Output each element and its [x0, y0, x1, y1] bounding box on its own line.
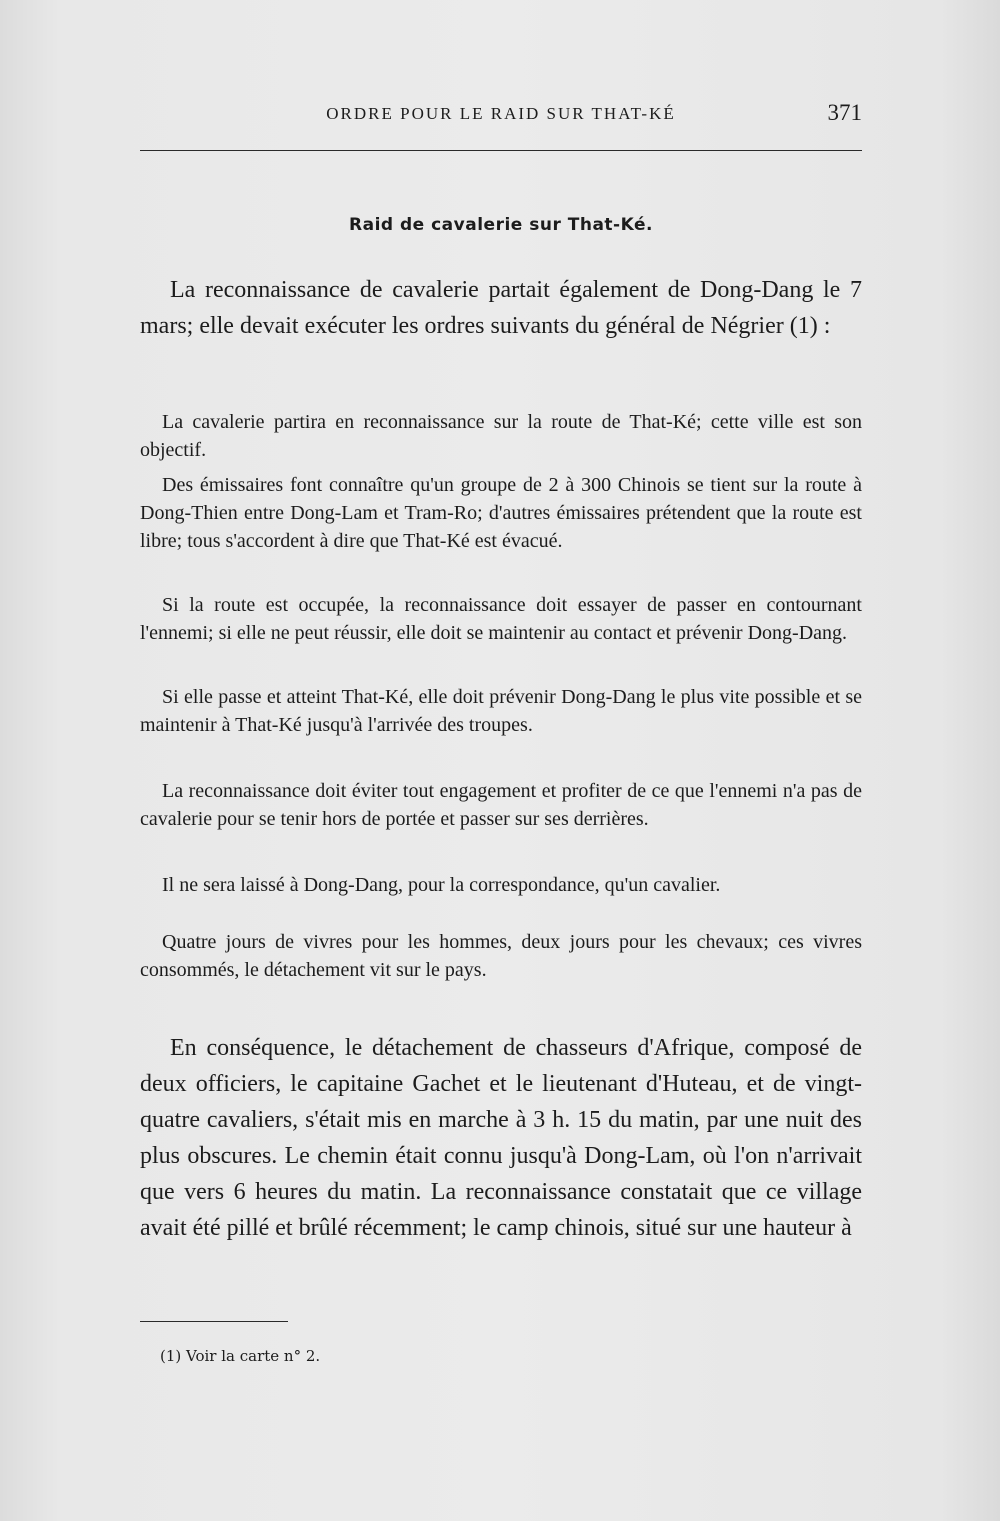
order-paragraph-2: Des émissaires font connaître qu'un groupe de 2 à 300 Chinois se tient sur la route à Dong-Thien entre Dong-Lam et Tram-Ro; d'autres émissaires prétendent que la route est libre; tous s'accordent à dire que That-Ké est évacué.	[140, 474, 862, 552]
running-header	[140, 100, 862, 134]
section-heading: Raid de cavalerie sur That-Ké.	[349, 215, 653, 235]
order-paragraph-5: La reconnaissance doit éviter tout engagement et profiter de ce que l'ennemi n'a pas de cavalerie pour se tenir hors de portée et passer sur ses derrières.	[140, 780, 862, 830]
order-paragraph-4: Si elle passe et atteint That-Ké, elle doit prévenir Dong-Dang le plus vite possible et se maintenir à That-Ké jusqu'à l'arrivée des troupes.	[140, 686, 862, 736]
order-paragraph-6: Il ne sera laissé à Dong-Dang, pour la correspondance, qu'un cavalier.	[162, 874, 721, 896]
header-rule	[140, 150, 862, 151]
footnote: (1) Voir la carte n° 2.	[160, 1347, 321, 1365]
intro-paragraph: La reconnaissance de cavalerie partait également de Dong-Dang le 7 mars; elle devait exécuter les ordres suivants du général de Négrier (1) :	[140, 277, 862, 339]
page-number: 371	[827, 100, 862, 125]
running-title: ORDRE POUR LE RAID SUR THAT-KÉ	[326, 104, 676, 123]
footnote-rule	[140, 1321, 288, 1322]
order-paragraph-7: Quatre jours de vivres pour les hommes, deux jours pour les chevaux; ces vivres consommés, le détachement vit sur le pays.	[140, 931, 862, 981]
consequence-paragraph: En conséquence, le détachement de chasseurs d'Afrique, composé de deux officiers, le capitaine Gachet et le lieutenant d'Huteau, et de vingt-quatre cavaliers, s'était mis en marche à 3 h. 15 du matin, par une nuit des plus obscures. Le chemin était connu jusqu'à Dong-Lam, où l'on n'arrivait que vers 6 heures du matin. La reconnaissance constatait que ce village avait été pillé et brûlé récemment; le camp chinois, situé sur une hauteur à	[140, 1035, 862, 1241]
order-paragraph-1: La cavalerie partira en reconnaissance sur la route de That-Ké; cette ville est son objectif.	[140, 411, 862, 461]
order-paragraph-3: Si la route est occupée, la reconnaissance doit essayer de passer en contournant l'ennemi; si elle ne peut réussir, elle doit se maintenir au contact et prévenir Dong-Dang.	[140, 594, 862, 644]
